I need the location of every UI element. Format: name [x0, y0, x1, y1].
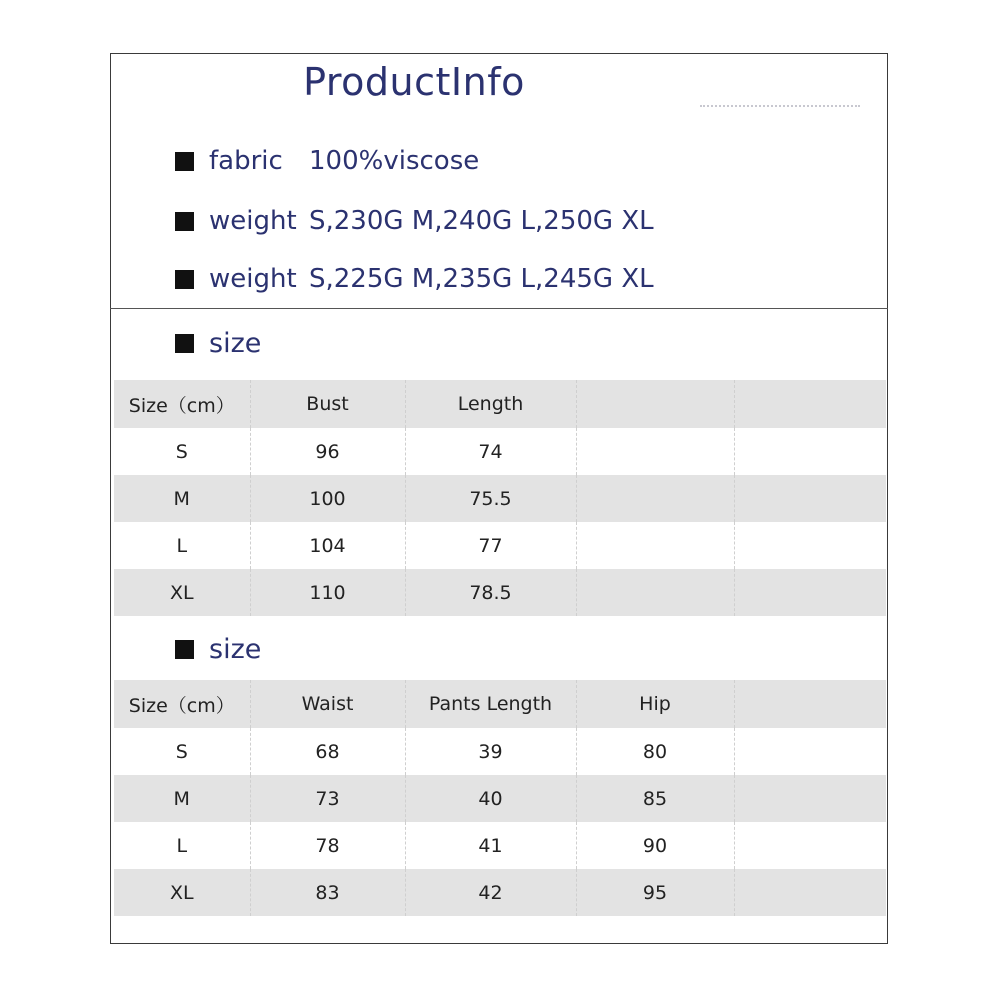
table-cell: 78: [250, 822, 405, 869]
square-bullet-icon: [175, 270, 194, 289]
table-cell: 39: [405, 728, 576, 775]
table-row: [114, 822, 886, 869]
square-bullet-icon: [175, 212, 194, 231]
table-cell: 41: [405, 822, 576, 869]
info-row-fabric: [175, 141, 479, 181]
table-cell: [734, 822, 886, 869]
table-row: [114, 522, 886, 569]
header-cell: Pants Length: [405, 680, 576, 728]
header-cell: Hip: [576, 680, 734, 728]
header-cell: Size（cm）: [114, 680, 250, 728]
table-cell: [576, 569, 734, 616]
header-cell: [734, 380, 886, 428]
header-cell: [576, 380, 734, 428]
table-cell: [576, 428, 734, 475]
table-cell: 75.5: [405, 475, 576, 522]
table-cell: 68: [250, 728, 405, 775]
table-cell: [734, 475, 886, 522]
table-cell: 83: [250, 869, 405, 916]
table-header-row: [114, 380, 886, 428]
table-cell: [734, 569, 886, 616]
table-cell: S: [114, 728, 250, 775]
table-cell: [734, 775, 886, 822]
section-heading-text: size: [209, 327, 262, 359]
table-cell: M: [114, 775, 250, 822]
square-bullet-icon: [175, 334, 194, 353]
table-cell: 95: [576, 869, 734, 916]
table-cell: 78.5: [405, 569, 576, 616]
table-cell: 85: [576, 775, 734, 822]
table-cell: [734, 869, 886, 916]
table-row: [114, 728, 886, 775]
top-size-heading: [175, 323, 261, 363]
table-cell: 104: [250, 522, 405, 569]
decorative-dots: [700, 105, 860, 109]
table-cell: [734, 522, 886, 569]
info-value: S,225G M,235G L,245G XL: [309, 264, 654, 294]
table-cell: XL: [114, 569, 250, 616]
table-cell: [576, 475, 734, 522]
table-cell: 42: [405, 869, 576, 916]
bottom-size-heading: [175, 629, 261, 669]
table-cell: S: [114, 428, 250, 475]
table-cell: [576, 522, 734, 569]
top-size-table: [114, 380, 886, 616]
table-cell: 73: [250, 775, 405, 822]
section-heading-text: size: [209, 633, 262, 665]
table-row: [114, 475, 886, 522]
section-divider: [110, 308, 888, 309]
info-label: weight: [209, 264, 297, 294]
header-cell: [734, 680, 886, 728]
table-cell: L: [114, 822, 250, 869]
header-cell: Waist: [250, 680, 405, 728]
table-cell: 40: [405, 775, 576, 822]
table-cell: [734, 428, 886, 475]
table-cell: XL: [114, 869, 250, 916]
table-cell: 96: [250, 428, 405, 475]
table-header-row: [114, 680, 886, 728]
square-bullet-icon: [175, 152, 194, 171]
bottom-size-table: [114, 680, 886, 916]
square-bullet-icon: [175, 640, 194, 659]
page-title: ProductInfo: [303, 60, 525, 104]
table-cell: 77: [405, 522, 576, 569]
header-cell: Length: [405, 380, 576, 428]
header-cell: Size（cm）: [114, 380, 250, 428]
table-cell: M: [114, 475, 250, 522]
table-row: [114, 775, 886, 822]
table-row: [114, 569, 886, 616]
info-label: fabric: [209, 146, 283, 176]
table-cell: 110: [250, 569, 405, 616]
table-cell: [734, 728, 886, 775]
table-row: [114, 869, 886, 916]
info-value: S,230G M,240G L,250G XL: [309, 206, 654, 236]
info-value: 100%viscose: [309, 146, 480, 176]
info-label: weight: [209, 206, 297, 236]
info-row-weight-1: [175, 201, 654, 241]
info-row-weight-2: [175, 259, 654, 299]
header-cell: Bust: [250, 380, 405, 428]
table-cell: L: [114, 522, 250, 569]
table-cell: 90: [576, 822, 734, 869]
table-cell: 74: [405, 428, 576, 475]
table-cell: 80: [576, 728, 734, 775]
table-cell: 100: [250, 475, 405, 522]
table-row: [114, 428, 886, 475]
